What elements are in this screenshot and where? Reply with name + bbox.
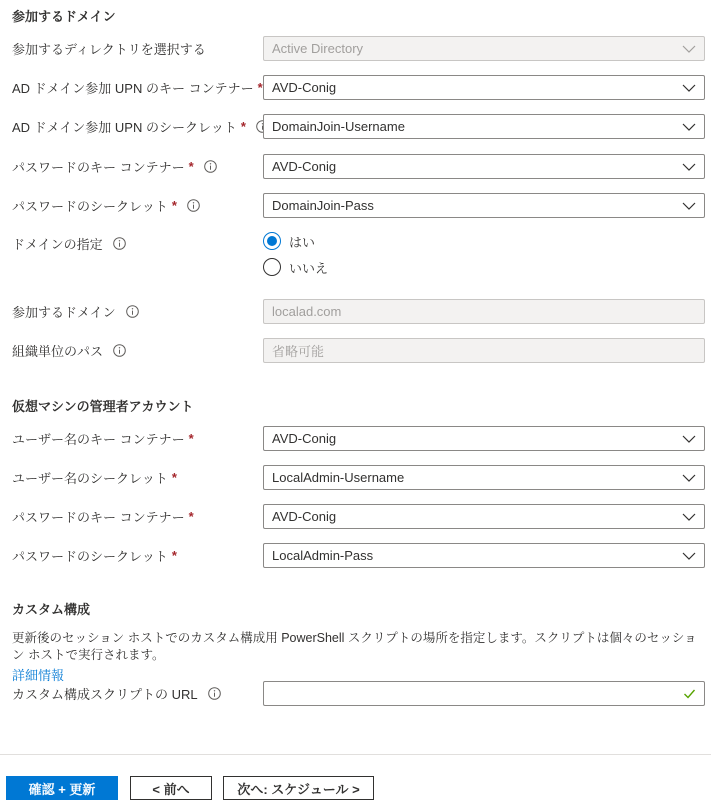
password-key-container-label-text: パスワードのキー コンテナー — [12, 159, 185, 175]
upn-secret-label — [12, 114, 269, 138]
admin-password-key-container-label-text: パスワードのキー コンテナー — [12, 509, 185, 525]
section-title-domain: 参加するドメイン — [12, 9, 116, 24]
domain-to-join-label-text: 参加するドメイン — [12, 304, 116, 320]
review-update-button[interactable]: 確認 + 更新 — [6, 776, 118, 800]
required-marker: * — [171, 197, 177, 213]
username-key-container-label — [12, 426, 194, 450]
password-key-container-label — [12, 154, 217, 178]
chevron-down-icon — [682, 82, 696, 94]
username-secret-dropdown[interactable] — [263, 465, 705, 490]
required-marker: * — [257, 79, 263, 95]
ou-path-label-text: 組織単位のパス — [12, 343, 104, 359]
info-icon[interactable] — [126, 305, 139, 318]
admin-password-secret-dropdown[interactable] — [263, 543, 705, 568]
directory-label-text: 参加するディレクトリを選択する — [12, 41, 206, 57]
chevron-down-icon — [682, 550, 696, 562]
username-secret-label-text: ユーザー名のシークレット — [12, 470, 168, 486]
username-key-container-value: AVD-Conig — [272, 431, 337, 446]
domain-to-join-input — [263, 299, 705, 324]
directory-dropdown — [263, 36, 705, 61]
required-marker: * — [240, 118, 246, 134]
upn-key-container-label-text: AD ドメイン参加 UPN のキー コンテナー — [12, 80, 254, 96]
required-marker: * — [188, 508, 194, 524]
password-secret-value: DomainJoin-Pass — [272, 198, 374, 213]
ou-path-input — [263, 338, 705, 363]
ou-path-label — [12, 338, 126, 362]
radio-yes-label: はい — [289, 234, 316, 250]
radio-button-unchecked[interactable] — [263, 258, 281, 276]
upn-key-container-value: AVD-Conig — [272, 80, 337, 95]
username-key-container-label-text: ユーザー名のキー コンテナー — [12, 431, 185, 447]
chevron-down-icon — [682, 511, 696, 523]
required-marker: * — [188, 158, 194, 174]
checkmark-icon — [683, 687, 696, 700]
password-secret-label — [12, 193, 200, 217]
info-icon[interactable] — [208, 687, 221, 700]
info-icon[interactable] — [187, 199, 200, 212]
radio-no[interactable] — [263, 257, 328, 277]
required-marker: * — [188, 430, 194, 446]
section-title-custom: カスタム構成 — [12, 602, 91, 617]
info-icon[interactable] — [204, 160, 217, 173]
upn-secret-dropdown[interactable] — [263, 114, 705, 139]
admin-password-key-container-value: AVD-Conig — [272, 509, 337, 524]
required-marker: * — [171, 547, 177, 563]
section-title-admin: 仮想マシンの管理者アカウント — [12, 399, 194, 414]
admin-password-key-container-dropdown[interactable] — [263, 504, 705, 529]
directory-label — [12, 36, 206, 60]
required-marker: * — [171, 469, 177, 485]
chevron-down-icon — [682, 43, 696, 55]
info-icon[interactable] — [113, 344, 126, 357]
specify-domain-label-text: ドメインの指定 — [12, 236, 103, 252]
password-key-container-dropdown[interactable] — [263, 154, 705, 179]
password-key-container-value: AVD-Conig — [272, 159, 337, 174]
learn-more-link[interactable]: 詳細情報 — [12, 668, 65, 683]
info-icon[interactable] — [113, 237, 126, 250]
username-secret-label — [12, 465, 177, 489]
password-secret-label-text: パスワードのシークレット — [12, 198, 168, 214]
password-secret-dropdown[interactable] — [263, 193, 705, 218]
upn-key-container-label — [12, 75, 286, 99]
ou-path-placeholder: 省略可能 — [272, 344, 325, 359]
directory-value: Active Directory — [272, 41, 364, 56]
chevron-down-icon — [682, 433, 696, 445]
domain-to-join-value: localad.com — [272, 304, 342, 319]
admin-password-secret-value: LocalAdmin-Pass — [272, 548, 374, 563]
upn-secret-label-text: AD ドメイン参加 UPN のシークレット — [12, 119, 237, 135]
chevron-down-icon — [682, 472, 696, 484]
username-key-container-dropdown[interactable] — [263, 426, 705, 451]
radio-button-checked[interactable] — [263, 232, 281, 250]
radio-yes[interactable] — [263, 231, 315, 251]
next-button[interactable]: 次へ: スケジュール > — [223, 776, 374, 800]
previous-button[interactable]: < 前へ — [130, 776, 212, 800]
radio-no-label: いいえ — [289, 260, 329, 276]
script-url-textbox[interactable] — [264, 682, 704, 705]
script-url-label — [12, 681, 221, 705]
upn-secret-value: DomainJoin-Username — [272, 119, 405, 134]
admin-password-key-container-label — [12, 504, 194, 528]
domain-to-join-label — [12, 299, 139, 323]
chevron-down-icon — [682, 161, 696, 173]
chevron-down-icon — [682, 200, 696, 212]
chevron-down-icon — [682, 121, 696, 133]
admin-password-secret-label — [12, 543, 177, 567]
username-secret-value: LocalAdmin-Username — [272, 470, 405, 485]
custom-description: 更新後のセッション ホストでのカスタム構成用 PowerShell スクリプトの場所を指定します。スクリプトは個々のセッション ホストで実行されます。 — [12, 631, 697, 662]
admin-password-secret-label-text: パスワードのシークレット — [12, 548, 168, 564]
script-url-label-text: カスタム構成スクリプトの URL — [12, 686, 198, 702]
footer-divider — [0, 754, 711, 755]
upn-key-container-dropdown[interactable] — [263, 75, 705, 100]
script-url-input[interactable] — [263, 681, 705, 706]
specify-domain-label — [12, 231, 126, 255]
